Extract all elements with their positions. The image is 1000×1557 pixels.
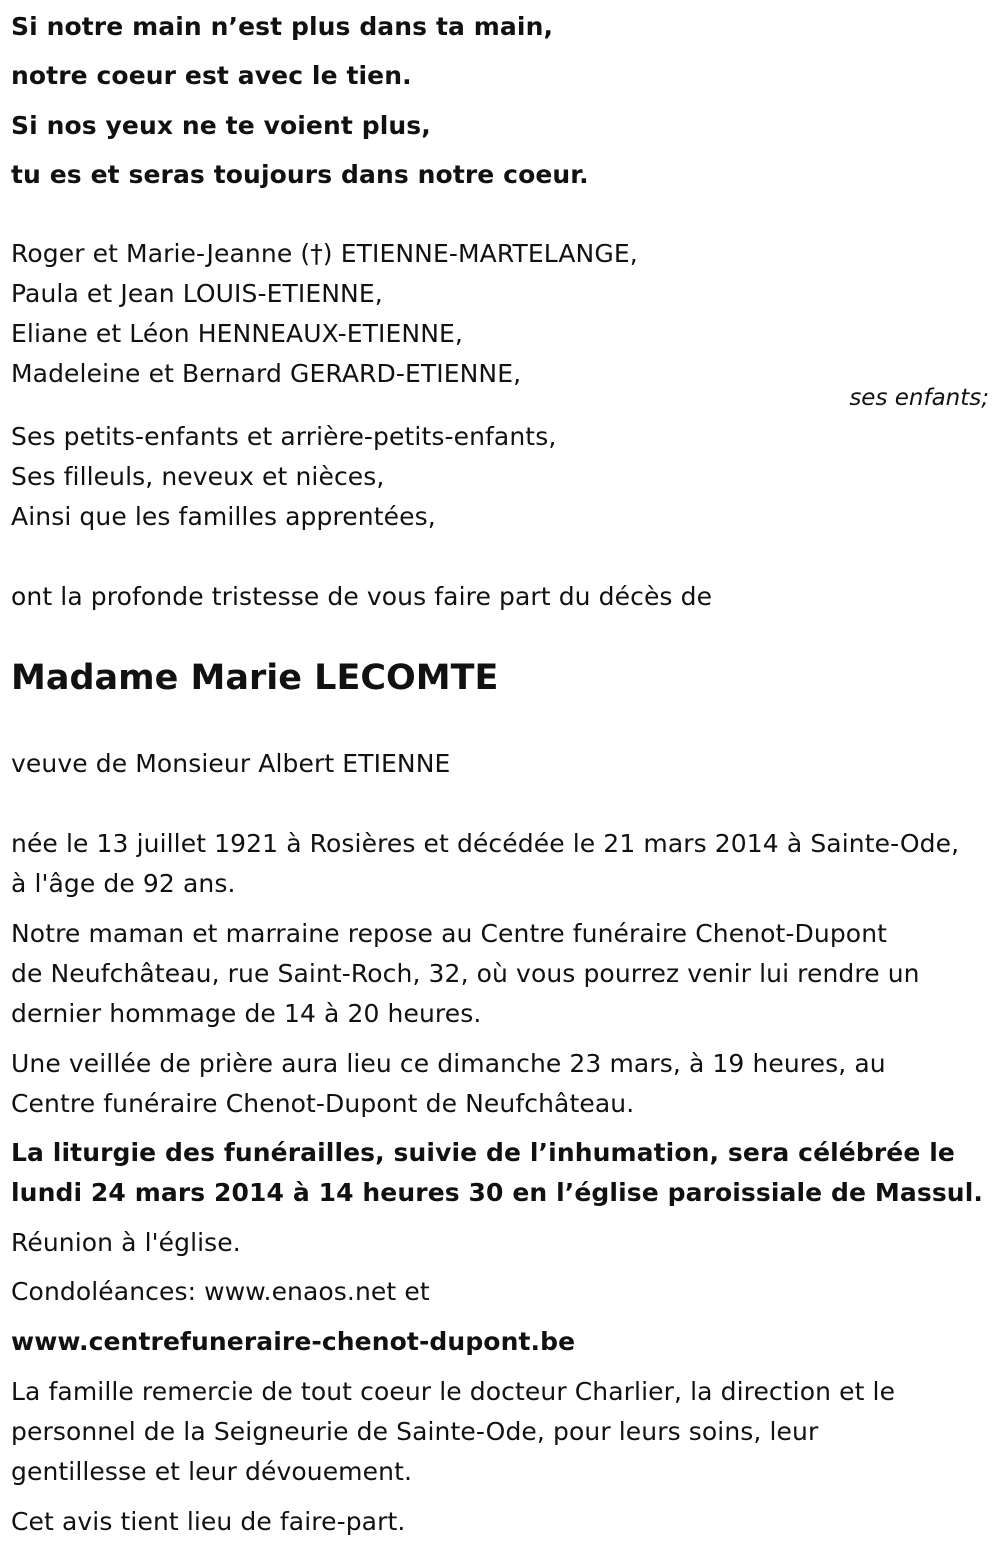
funeral-line: lundi 24 mars 2014 à 14 heures 30 en l’église paroissiale de Massul. <box>11 1178 983 1207</box>
family-line: Ainsi que les familles apprentées, <box>11 502 436 531</box>
closing: Cet avis tient lieu de faire-part. <box>11 1507 406 1536</box>
funeral-line: La liturgie des funérailles, suivie de l’inhumation, sera célébrée le <box>11 1138 955 1167</box>
poem-line: tu es et seras toujours dans notre coeur. <box>11 160 589 189</box>
repose-line: dernier hommage de 14 à 20 heures. <box>11 999 482 1028</box>
deceased-name: Madame Marie LECOMTE <box>11 658 499 698</box>
thanks-line: personnel de la Seigneurie de Sainte-Ode, pour leurs soins, leur <box>11 1417 819 1446</box>
condolences: Condoléances: www.enaos.net et <box>11 1277 430 1306</box>
children-label: ses enfants; <box>849 385 989 411</box>
meeting: Réunion à l'église. <box>11 1228 241 1257</box>
children-line: Paula et Jean LOUIS-ETIENNE, <box>11 279 383 308</box>
thanks-line: La famille remercie de tout coeur le docteur Charlier, la direction et le <box>11 1377 896 1406</box>
children-line: Roger et Marie-Jeanne (†) ETIENNE-MARTELANGE, <box>11 239 638 268</box>
children-line: Madeleine et Bernard GERARD-ETIENNE, <box>11 359 522 388</box>
birth-death-line: à l'âge de 92 ans. <box>11 869 236 898</box>
widow-of: veuve de Monsieur Albert ETIENNE <box>11 749 451 778</box>
thanks-line: gentillesse et leur dévouement. <box>11 1457 413 1486</box>
children-line: Eliane et Léon HENNEAUX-ETIENNE, <box>11 319 463 348</box>
family-line: Ses petits-enfants et arrière-petits-enfants, <box>11 422 557 451</box>
birth-death-line: née le 13 juillet 1921 à Rosières et décédée le 21 mars 2014 à Sainte-Ode, <box>11 829 960 858</box>
vigil-line: Centre funéraire Chenot-Dupont de Neufchâteau. <box>11 1089 635 1118</box>
poem-line: Si notre main n’est plus dans ta main, <box>11 12 554 41</box>
poem-line: Si nos yeux ne te voient plus, <box>11 111 431 140</box>
repose-line: Notre maman et marraine repose au Centre funéraire Chenot-Dupont <box>11 919 888 948</box>
family-line: Ses filleuls, neveux et nièces, <box>11 462 385 491</box>
repose-line: de Neufchâteau, rue Saint-Roch, 32, où vous pourrez venir lui rendre un <box>11 959 920 988</box>
vigil-line: Une veillée de prière aura lieu ce dimanche 23 mars, à 19 heures, au <box>11 1049 886 1078</box>
announcement: ont la profonde tristesse de vous faire part du décès de <box>11 582 713 611</box>
website-link[interactable]: www.centrefuneraire-chenot-dupont.be <box>11 1327 576 1356</box>
poem-line: notre coeur est avec le tien. <box>11 61 412 90</box>
